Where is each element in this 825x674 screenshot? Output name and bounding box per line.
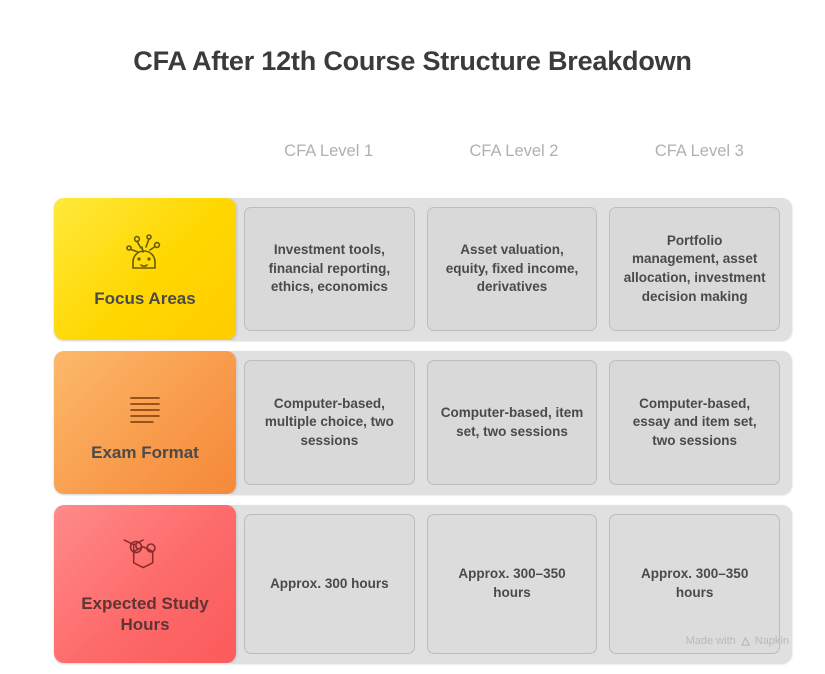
table-row (54, 351, 792, 494)
row-label-text: Expected Study Hours (81, 593, 209, 634)
column-header-level-2: CFA Level 2 (469, 142, 559, 160)
row-label-exam-format[interactable] (54, 351, 236, 494)
lines-list-icon (117, 380, 173, 436)
table-row (54, 505, 792, 663)
rows-container (54, 198, 792, 674)
row-cells (236, 351, 792, 494)
cell-exam-format-level-1[interactable]: Computer-based, multiple choice, two sessions (244, 360, 415, 485)
cell-exam-format-level-3[interactable]: Computer-based, essay and item set, two sessions (609, 360, 780, 485)
cell-study-hours-level-2[interactable]: Approx. 300–350 hours (427, 514, 598, 654)
page-title: CFA After 12th Course Structure Breakdown (133, 46, 692, 76)
cell-exam-format-level-2[interactable]: Computer-based, item set, two sessions (427, 360, 598, 485)
napkin-logo-icon (740, 636, 751, 647)
watermark (686, 635, 789, 647)
row-cells (236, 198, 792, 340)
row-label-focus-areas[interactable] (54, 198, 236, 340)
cell-focus-areas-level-1[interactable]: Investment tools, financial reporting, ethics, economics (244, 207, 415, 331)
column-header-level-3: CFA Level 3 (654, 142, 744, 160)
column-header-level-1: CFA Level 1 (284, 142, 374, 160)
idea-network-icon (117, 226, 173, 282)
row-label-expected-study-hours[interactable] (54, 505, 236, 663)
cell-focus-areas-level-2[interactable]: Asset valuation, equity, fixed income, derivatives (427, 207, 598, 331)
watermark-brand: Napkin (754, 635, 789, 647)
cell-study-hours-level-1[interactable]: Approx. 300 hours (244, 514, 415, 654)
clock-box-icon (117, 531, 173, 587)
row-label-text: Focus Areas (94, 289, 196, 309)
row-label-text: Exam Format (91, 442, 199, 462)
column-headers (236, 142, 792, 161)
table-row (54, 198, 792, 340)
watermark-text: Made with (685, 635, 736, 647)
cell-study-hours-level-3[interactable]: Approx. 300–350 hours (609, 514, 780, 654)
cell-focus-areas-level-3[interactable]: Portfolio management, asset allocation, investment decision making (609, 207, 780, 331)
